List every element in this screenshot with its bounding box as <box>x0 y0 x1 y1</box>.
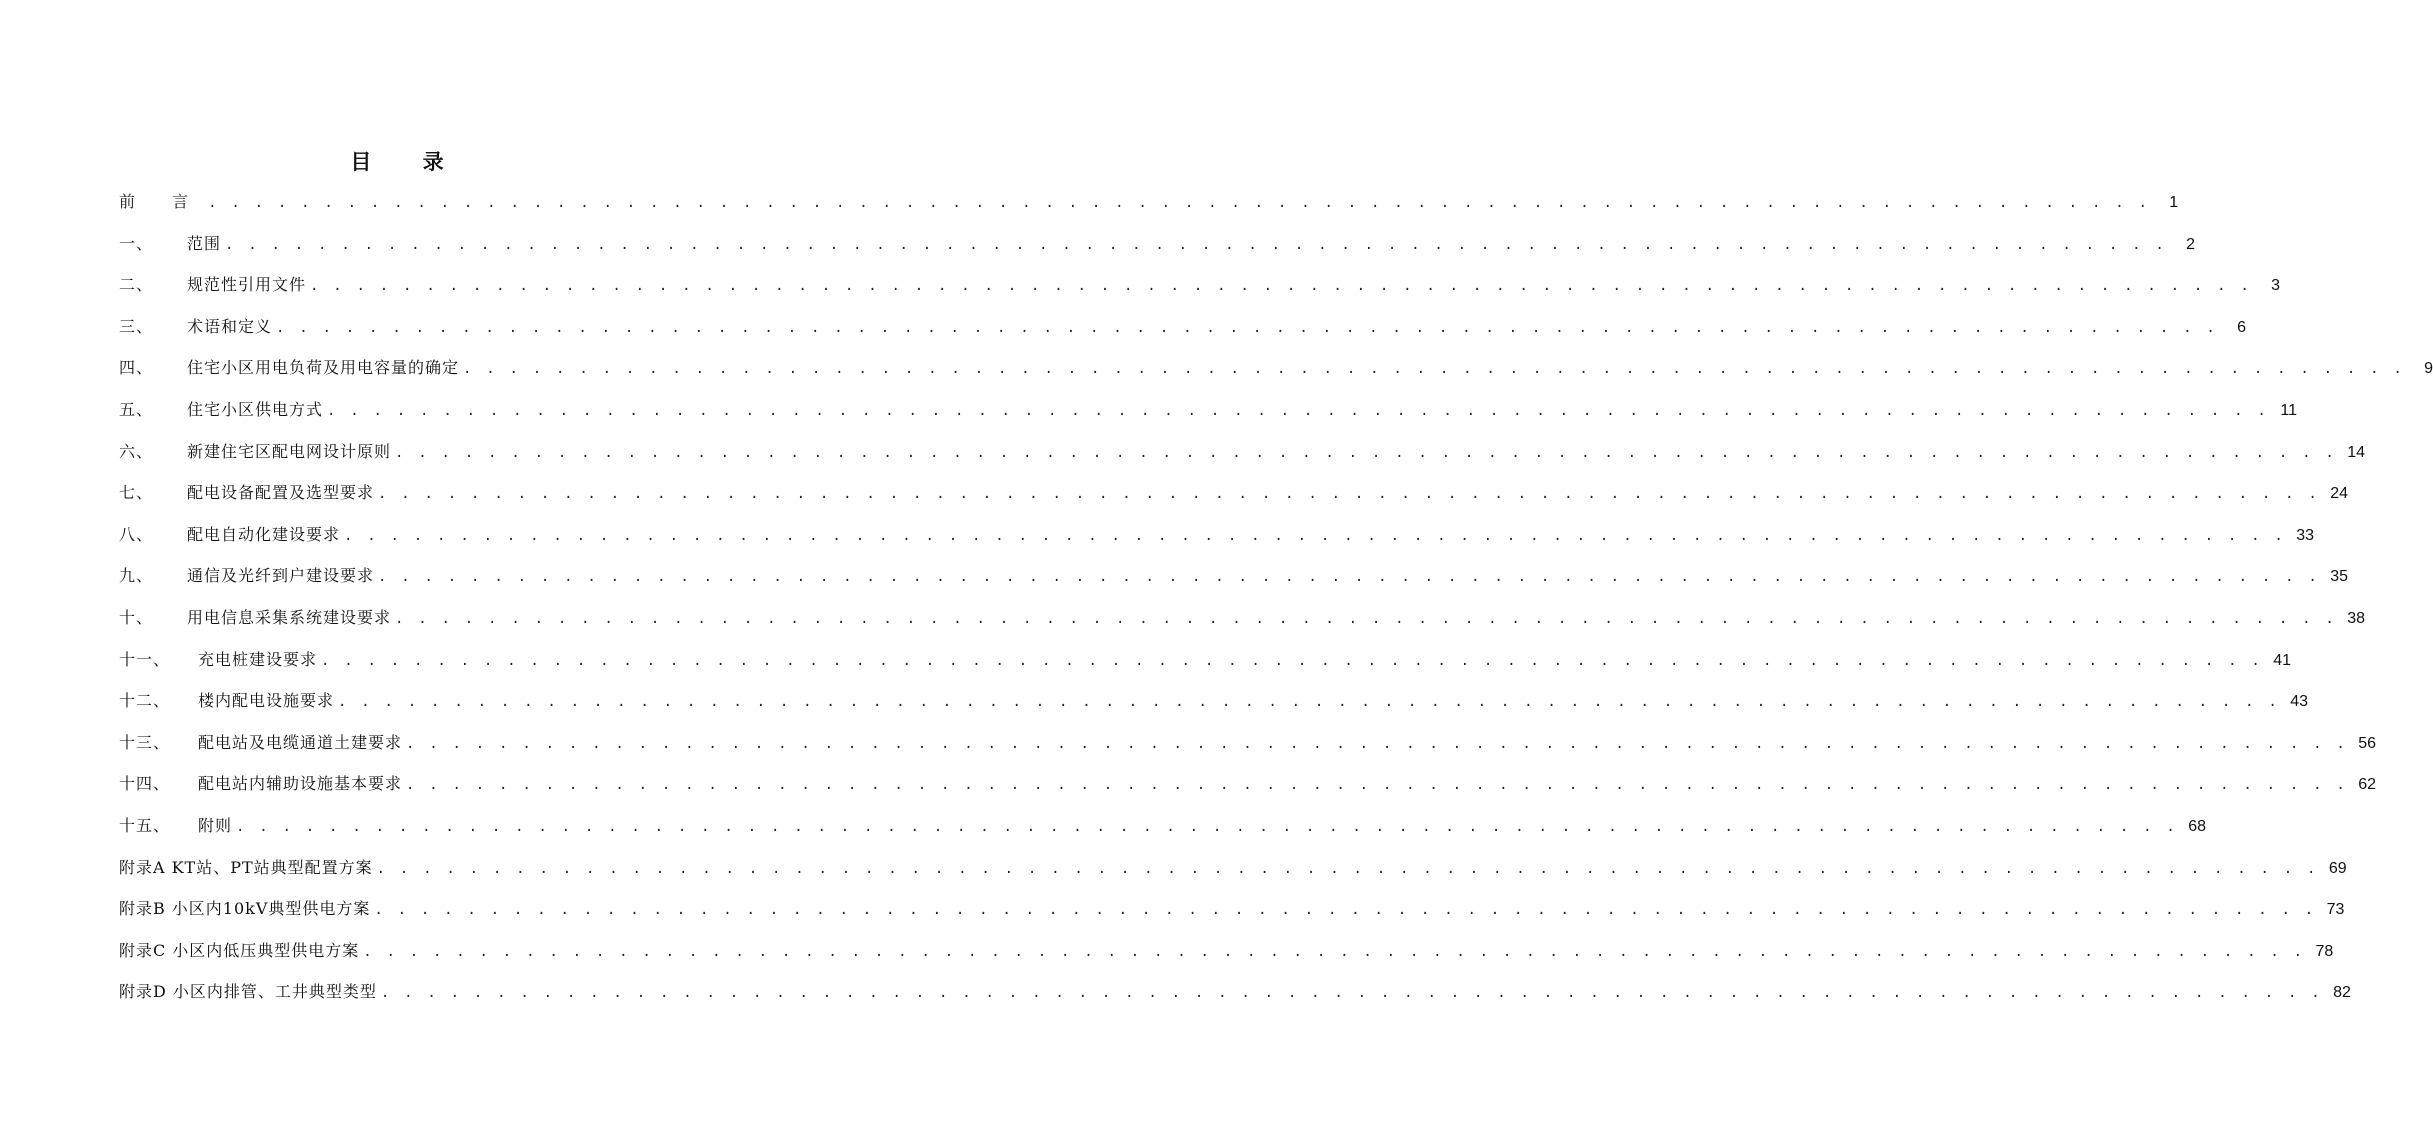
toc-entry[interactable] <box>119 347 2433 389</box>
toc-entry[interactable] <box>119 555 2349 597</box>
toc-entry-page-number: 11 <box>2280 401 2298 419</box>
toc-dot-leader: . . . . . . . . . . . . . . . . . . . . . . . . . . . . . . . . . . . . . . . . . . . . . . . . . . . . . . . . . . . . . . . . . . . . . . . . . . . . . . . . . . . . <box>321 652 2264 669</box>
toc-entry-page-number: 33 <box>2296 526 2315 544</box>
toc-dot-leader: . . . . . . . . . . . . . . . . . . . . . . . . . . . . . . . . . . . . . . . . . . . . . . . . . . . . . . . . . . . . . . . . . . . . . . . . . . . . . . . . . . . . <box>406 735 2349 752</box>
toc-entry[interactable] <box>119 930 2334 972</box>
toc-entry-page-number: 1 <box>2169 194 2179 211</box>
toc-dot-leader: . . . . . . . . . . . . . . . . . . . . . . . . . . . . . . . . . . . . . . . . . . . . . . . . . . . . . . . . . . . . . . . . . . . . . . . . . . . . . . . . . . . . <box>374 902 2317 919</box>
toc-dot-leader: . . . . . . . . . . . . . . . . . . . . . . . . . . . . . . . . . . . . . . . . . . . . . . . . . . . . . . . . . . . . . . . . . . . . . . . . . . . . . . . . . . . . <box>376 860 2319 877</box>
toc-entry-page-number: 69 <box>2328 859 2347 877</box>
toc-entry-page-number: 14 <box>2347 443 2366 461</box>
toc-dot-leader: . . . . . . . . . . . . . . . . . . . . . . . . . . . . . . . . . . . . . . . . . . . . . . . . . . . . . . . . . . . . . . . . . . . . . . . . . . . . . . . . . . . . <box>327 402 2270 419</box>
toc-dot-leader: . . . . . . . . . . . . . . . . . . . . . . . . . . . . . . . . . . . . . . . . . . . . . . . . . . . . . . . . . . . . . . . . . . . . . . . . . . . . . . . . . . . . <box>378 486 2321 503</box>
toc-entry[interactable] <box>119 639 2292 681</box>
toc-entry-number: 六、 <box>119 441 154 461</box>
toc-entry-number: 九、 <box>119 566 154 586</box>
toc-entry[interactable] <box>119 597 2366 639</box>
toc-entry-page-number: 38 <box>2347 609 2366 627</box>
toc-entry-page-number: 9 <box>2424 360 2433 378</box>
toc-entry-page-number: 24 <box>2330 485 2349 503</box>
toc-entry-number: 十二、 <box>119 691 171 711</box>
toc-entry-number: 附录A <box>119 857 166 877</box>
toc-entry-page-number: 6 <box>2237 318 2247 336</box>
toc-entry-page-number: 78 <box>2315 942 2334 960</box>
toc-entry-page-number: 2 <box>2186 235 2196 253</box>
toc-entry[interactable] <box>119 847 2347 889</box>
toc-entry-number: 三、 <box>119 316 154 336</box>
toc-entry-page-number: 43 <box>2290 693 2309 711</box>
toc-dot-leader: . . . . . . . . . . . . . . . . . . . . . . . . . . . . . . . . . . . . . . . . . . . . . . . . . . . . . . . . . . . . . . . . . . . . . . . . . . . . . . . . . . . . <box>406 777 2349 794</box>
toc-entry-label: 配电自动化建设要求 <box>187 524 341 544</box>
toc-dot-leader: . . . . . . . . . . . . . . . . . . . . . . . . . . . . . . . . . . . . . . . . . . . . . . . . . . . . . . . . . . . . . . . . . . . . . . . . . . . . . . . . . . . . <box>208 195 2151 211</box>
toc-dot-leader: . . . . . . . . . . . . . . . . . . . . . . . . . . . . . . . . . . . . . . . . . . . . . . . . . . . . . . . . . . . . . . . . . . . . . . . . . . . . . . . . . . . . <box>236 818 2179 835</box>
toc-entry-label: 附则 <box>198 815 233 835</box>
toc-entry-number: 十五、 <box>119 815 171 835</box>
toc-entry-number: 十三、 <box>119 732 171 752</box>
toc-entry-page-number: 73 <box>2326 901 2345 919</box>
toc-entry-label: 小区内10kV典型供电方案 <box>171 899 371 919</box>
toc-entry[interactable] <box>119 181 2179 223</box>
toc-entry-number: 四、 <box>119 358 154 378</box>
toc-entry[interactable] <box>119 472 2349 514</box>
toc-entry-label: 规范性引用文件 <box>187 275 307 295</box>
toc-entry-label: 新建住宅区配电网设计原则 <box>187 441 392 461</box>
toc-entry[interactable] <box>119 389 2298 431</box>
toc-entry-label: 小区内低压典型供电方案 <box>172 940 360 960</box>
toc-entry-label: 配电站内辅助设施基本要求 <box>198 774 403 794</box>
toc-dot-leader: . . . . . . . . . . . . . . . . . . . . . . . . . . . . . . . . . . . . . . . . . . . . . . . . . . . . . . . . . . . . . . . . . . . . . . . . . . . . . . . . . . . . <box>463 361 2406 378</box>
toc-entry-number: 二、 <box>119 275 154 295</box>
table-of-contents <box>119 181 2433 1013</box>
toc-entry[interactable] <box>119 431 2366 473</box>
toc-entry-label: 住宅小区供电方式 <box>187 399 324 419</box>
toc-entry-number: 十、 <box>119 607 154 627</box>
toc-entry-number: 附录C <box>119 940 167 960</box>
toc-entry-page-number: 35 <box>2330 568 2349 586</box>
toc-entry-label: 用电信息采集系统建设要求 <box>187 607 392 627</box>
toc-dot-leader: . . . . . . . . . . . . . . . . . . . . . . . . . . . . . . . . . . . . . . . . . . . . . . . . . . . . . . . . . . . . . . . . . . . . . . . . . . . . . . . . . . . . <box>276 319 2219 336</box>
toc-entry[interactable] <box>119 680 2309 722</box>
toc-entry-label: 小区内排管、工井典型类型 <box>172 982 377 1002</box>
toc-entry[interactable] <box>119 306 2247 348</box>
toc-entry-number: 附录B <box>119 899 166 919</box>
toc-entry-label: 充电桩建设要求 <box>198 649 318 669</box>
toc-dot-leader: . . . . . . . . . . . . . . . . . . . . . . . . . . . . . . . . . . . . . . . . . . . . . . . . . . . . . . . . . . . . . . . . . . . . . . . . . . . . . . . . . . . . <box>310 278 2253 295</box>
toc-entry-label: 配电设备配置及选型要求 <box>187 483 375 503</box>
toc-entry[interactable] <box>119 264 2281 306</box>
toc-entry[interactable] <box>119 971 2351 1013</box>
toc-entry-label: 楼内配电设施要求 <box>198 691 335 711</box>
toc-entry-label: 住宅小区用电负荷及用电容量的确定 <box>187 358 460 378</box>
toc-entry-page-number: 68 <box>2188 817 2207 835</box>
toc-dot-leader: . . . . . . . . . . . . . . . . . . . . . . . . . . . . . . . . . . . . . . . . . . . . . . . . . . . . . . . . . . . . . . . . . . . . . . . . . . . . . . . . . . . . <box>363 943 2306 960</box>
toc-entry[interactable] <box>119 223 2196 265</box>
toc-entry[interactable] <box>119 888 2345 930</box>
toc-entry[interactable] <box>119 763 2377 805</box>
toc-entry-label: 通信及光纤到户建设要求 <box>187 566 375 586</box>
toc-entry-page-number: 82 <box>2333 984 2351 1002</box>
toc-entry-page-number: 56 <box>2358 734 2377 752</box>
toc-entry-label: KT站、PT站典型配置方案 <box>171 857 373 877</box>
toc-entry-page-number: 41 <box>2273 651 2292 669</box>
page-title: 目 录 <box>350 149 466 174</box>
toc-entry[interactable] <box>119 514 2315 556</box>
toc-dot-leader: . . . . . . . . . . . . . . . . . . . . . . . . . . . . . . . . . . . . . . . . . . . . . . . . . . . . . . . . . . . . . . . . . . . . . . . . . . . . . . . . . . . . <box>225 236 2168 253</box>
toc-dot-leader: . . . . . . . . . . . . . . . . . . . . . . . . . . . . . . . . . . . . . . . . . . . . . . . . . . . . . . . . . . . . . . . . . . . . . . . . . . . . . . . . . . . . <box>380 985 2323 1002</box>
toc-dot-leader: . . . . . . . . . . . . . . . . . . . . . . . . . . . . . . . . . . . . . . . . . . . . . . . . . . . . . . . . . . . . . . . . . . . . . . . . . . . . . . . . . . . . <box>344 527 2287 544</box>
toc-entry-number: 附录D <box>119 982 167 1002</box>
toc-dot-leader: . . . . . . . . . . . . . . . . . . . . . . . . . . . . . . . . . . . . . . . . . . . . . . . . . . . . . . . . . . . . . . . . . . . . . . . . . . . . . . . . . . . . <box>338 694 2281 711</box>
toc-entry-number: 五、 <box>119 399 154 419</box>
toc-entry[interactable] <box>119 805 2207 847</box>
toc-entry-number: 前 言 <box>119 192 205 211</box>
toc-entry-page-number: 3 <box>2271 277 2281 295</box>
toc-entry-number: 一、 <box>119 233 154 253</box>
toc-entry-number: 八、 <box>119 524 154 544</box>
toc-dot-leader: . . . . . . . . . . . . . . . . . . . . . . . . . . . . . . . . . . . . . . . . . . . . . . . . . . . . . . . . . . . . . . . . . . . . . . . . . . . . . . . . . . . . <box>378 569 2321 586</box>
toc-dot-leader: . . . . . . . . . . . . . . . . . . . . . . . . . . . . . . . . . . . . . . . . . . . . . . . . . . . . . . . . . . . . . . . . . . . . . . . . . . . . . . . . . . . . <box>395 610 2338 627</box>
toc-entry-label: 术语和定义 <box>187 316 273 336</box>
toc-dot-leader: . . . . . . . . . . . . . . . . . . . . . . . . . . . . . . . . . . . . . . . . . . . . . . . . . . . . . . . . . . . . . . . . . . . . . . . . . . . . . . . . . . . . <box>395 444 2338 461</box>
toc-entry-number: 十一、 <box>119 649 171 669</box>
toc-entry[interactable] <box>119 722 2377 764</box>
toc-entry-label: 范围 <box>187 233 222 253</box>
toc-entry-label: 配电站及电缆通道土建要求 <box>198 732 403 752</box>
toc-entry-number: 七、 <box>119 483 154 503</box>
toc-entry-number: 十四、 <box>119 774 171 794</box>
toc-entry-page-number: 62 <box>2358 776 2377 794</box>
